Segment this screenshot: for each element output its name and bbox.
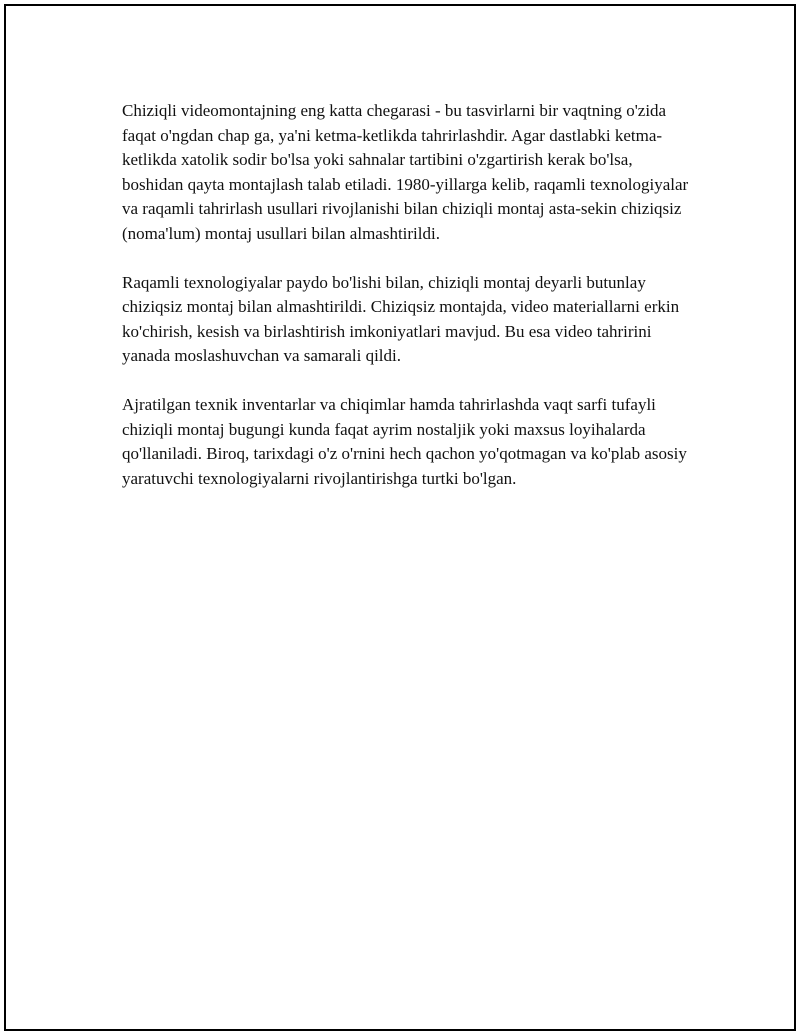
paragraph-3: Ajratilgan texnik inventarlar va chiqimlar hamda tahrirlashda vaqt sarfi tufayli chiziqli montaj bugungi kunda faqat ayrim nostaljik yoki maxsus loyihalarda qo'llaniladi. Biroq, tarixdagi o'z o'rnini hech qachon yo'qotmagan va ko'plab asosiy yaratuvchi texnologiyalarni rivojlantirishga turtki bo'lgan. bbox=[122, 395, 687, 488]
document-body bbox=[122, 99, 697, 516]
paragraph-2: Raqamli texnologiyalar paydo bo'lishi bilan, chiziqli montaj deyarli butunlay chiziqsiz montaj bilan almashtirildi. Chiziqsiz montajda, video materiallarni erkin ko'chirish, kesish va birlashtirish imkoniyatlari mavjud. Bu esa video tahririni yanada moslashuvchan va samarali qildi. bbox=[122, 272, 680, 365]
paragraph-1: Chiziqli videomontajning eng katta chegarasi - bu tasvirlarni bir vaqtning o'zida faqat o'ngdan chap ga, ya'ni ketma-ketlikda tahrirlashdir. Agar dastlabki ketma-ketlikda xatolik sodir bo'lsa yoki sahnalar tartibini o'zgartirish kerak bo'lsa, boshidan qayta montajlash talab etiladi. 1980-yillarga kelib, raqamli texnologiyalar va raqamli tahrirlash usullari rivojlanishi bilan chiziqli montaj asta-sekin chiziqsiz (noma'lum) montaj usullari bilan almashtirildi. bbox=[122, 101, 689, 243]
page-frame bbox=[4, 4, 796, 1031]
